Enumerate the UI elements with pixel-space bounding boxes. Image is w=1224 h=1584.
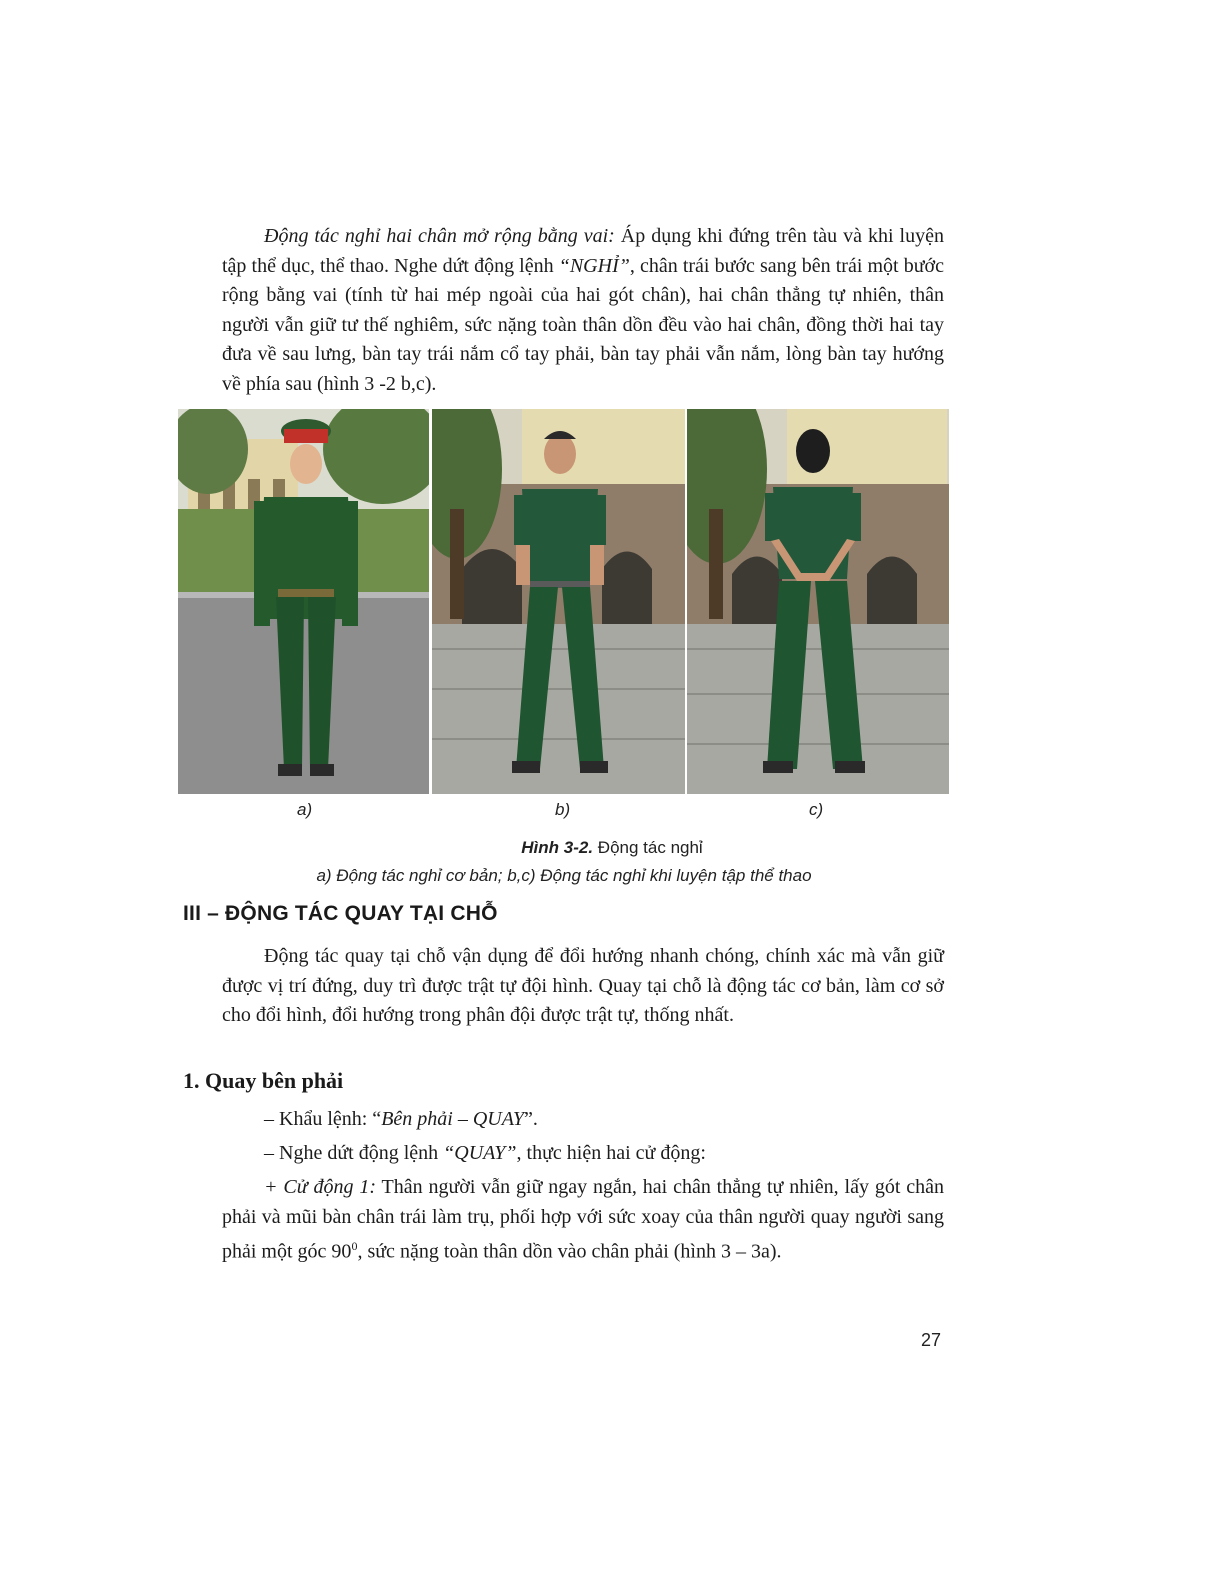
command-nghi: “NGHỈ”: [558, 254, 630, 277]
step-1-text-a: Thân người vẫn giữ ngay ngắn, hai chân thẳng tự nhiên, lấy gót chân phải và mũi bàn chân trái làm trụ, phối hợp với sức xoay của thân người quay người sang phải một góc 90: [222, 1176, 944, 1263]
paragraph-rest-position: [222, 222, 944, 400]
paragraph-text-a: Áp dụng khi đứng trên tàu và khi luyện tập thể dục, thể thao. Nghe dứt động lệnh: [222, 225, 944, 277]
command-text: Bên phải – QUAY: [381, 1108, 524, 1130]
step-1-paragraph: [222, 1173, 944, 1267]
section-intro: Động tác quay tại chỗ vận dụng để đổi hướng nhanh chóng, chính xác mà vẫn giữ được vị trí đứng, duy trì được trật tự đội hình. Quay tại chỗ là động tác cơ bản, làm cơ sở cho đổi hình, đổi hướng trong phân đội được trật tự, thống nhất.: [222, 945, 944, 1027]
figure-title: [0, 838, 1224, 858]
page-number: 27: [921, 1330, 942, 1350]
photo-c-rest-back: [687, 409, 949, 794]
command-line: [264, 1105, 538, 1135]
paragraph-lead: Động tác nghỉ hai chân mở rộng bằng vai:: [264, 225, 615, 247]
paragraph-text-b: , chân trái bước sang bên trái một bước rộng bằng vai (tính từ hai mép ngoài của hai gót chân), hai chân thẳng tự nhiên, thân người vẫn giữ tư thế nghiêm, sức nặng toàn thân dồn đều vào hai chân, đồng thời hai tay đưa về sau lưng, bàn tay trái nắm cổ tay phải, bàn tay phải vẫn nắm, lòng bàn tay hướng về phía sau (hình 3 -2 b,c).: [222, 254, 944, 395]
command-line-prefix: – Khẩu lệnh: “: [264, 1108, 382, 1130]
section-heading: III – ĐỘNG TÁC QUAY TẠI CHỖ: [183, 902, 498, 925]
photo-b-rest-front: [432, 409, 685, 794]
figure-label-c: c): [809, 800, 824, 819]
figure-subtitle: a) Động tác nghỉ cơ bản; b,c) Động tác nghỉ khi luyện tập thể thao: [316, 866, 812, 885]
figure-number: Hình 3-2.: [521, 838, 594, 857]
figure-title-text: Động tác nghỉ: [593, 838, 703, 857]
command-quay: “QUAY”: [443, 1142, 517, 1164]
step-1-label: + Cử động 1:: [264, 1176, 376, 1198]
figure-label-b: b): [555, 800, 571, 819]
subsection-heading: 1. Quay bên phải: [183, 1068, 344, 1093]
execution-line-suffix: , thực hiện hai cử động:: [516, 1142, 706, 1164]
figure-label-a: a): [297, 800, 313, 819]
execution-line: [264, 1139, 706, 1169]
photo-a-basic-rest: [178, 409, 429, 794]
step-1-text-b: , sức nặng toàn thân dồn vào chân phải (hình 3 – 3a).: [357, 1240, 782, 1263]
degree-superscript: 0: [351, 1239, 358, 1254]
execution-line-prefix: – Nghe dứt động lệnh: [264, 1142, 444, 1164]
command-line-suffix: ”.: [523, 1108, 538, 1130]
